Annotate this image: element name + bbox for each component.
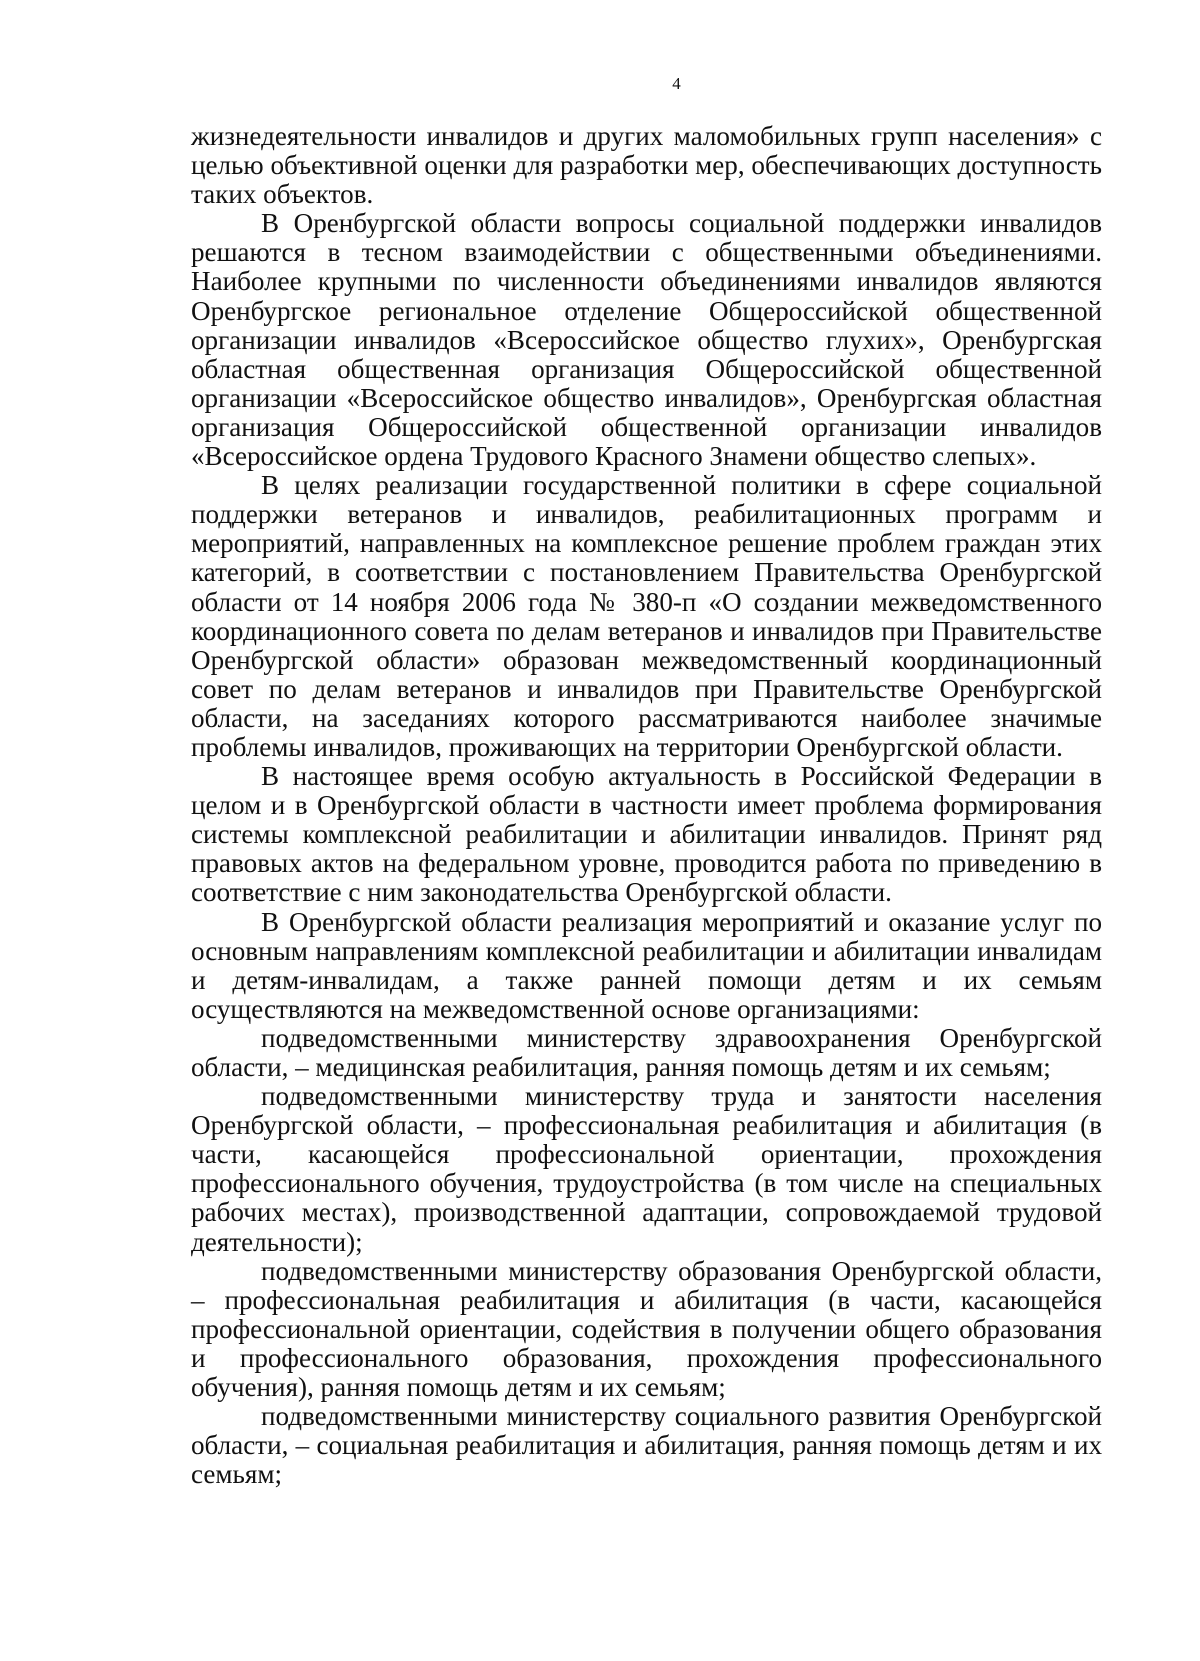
page-number: 4 bbox=[672, 74, 681, 93]
paragraph-public-associations: В Оренбургской области вопросы социальной поддержки инвалидов решаются в тесном взаимодействии с общественными объединениями. Наиболее крупными по численности объединениями инвалидов являются Оренбургское региональное отделение Общероссийской общественной организации инвалидов «Всероссийское общество глухих», Оренбургская областная общественная организация Общероссийской общественной организации «Всероссийское общество инвалидов», Оренбургская областная организация Общероссийской общественной организации инвалидов «Всероссийское ордена Трудового Красного Знамени общество слепых». bbox=[191, 208, 1102, 472]
paragraph-interagency-organizations: В Оренбургской области реализация мероприятий и оказание услуг по основным направлениям комплексной реабилитации и абилитации инвалидам и детям-инвалидам, а также ранней помощи детям и их семьям осуществляются на межведомственной основе организациями: bbox=[191, 906, 1102, 1024]
paragraph-coordination-council: В целях реализации государственной политики в сфере социальной поддержки ветеранов и инвалидов, реабилитационных программ и мероприятий, направленных на комплексное решение проблем граждан этих категорий, в соответствии с постановлением Правительства Оренбургской области от 14 ноября 2006 года № 380-п «О создании межведомственного координационного совета по делам ветеранов и инвалидов при Правительстве Оренбургской области» образован межведомственный координационный совет по делам ветеранов и инвалидов при Правительстве Оренбургской области, на заседаниях которого рассматриваются наиболее значимые проблемы инвалидов, проживающих на территории Оренбургской области. bbox=[191, 470, 1102, 762]
paragraph-continuation: жизнедеятельности инвалидов и других маломобильных групп населения» с целью объективной оценки для разработки мер, обеспечивающих доступность таких объектов. bbox=[191, 121, 1102, 210]
paragraph-rehabilitation-system: В настоящее время особую актуальность в Российской Федерации в целом и в Оренбургской области в частности имеет проблема формирования системы комплексной реабилитации и абилитации инвалидов. Принят ряд правовых актов на федеральном уровне, проводится работа по приведению в соответствие с ним законодательства Оренбургской области. bbox=[191, 761, 1102, 908]
list-item-education-ministry: подведомственными министерству образования Оренбургской области, – профессиональная реабилитация и абилитация (в части, касающейся профессиональной ориентации, содействия в получении общего образования и профессионального образования, прохождения профессионального обучения), ранняя помощь детям и их семьям; bbox=[191, 1255, 1102, 1403]
list-item-labor-ministry: подведомственными министерству труда и занятости населения Оренбургской области, – профессиональная реабилитация и абилитация (в части, касающейся профессиональной ориентации, прохождения профессионального обучения, трудоустройства (в том числе на специальных рабочих местах), производственной адаптации, сопровождаемой трудовой деятельности); bbox=[191, 1081, 1102, 1257]
list-item-social-ministry: подведомственными министерству социального развития Оренбургской области, – социальная реабилитация и абилитация, ранняя помощь детям и их семьям; bbox=[191, 1401, 1102, 1490]
document-body bbox=[191, 122, 1102, 1489]
list-item-health-ministry: подведомственными министерству здравоохранения Оренбургской области, – медицинская реабилитация, ранняя помощь детям и их семьям; bbox=[191, 1022, 1102, 1082]
